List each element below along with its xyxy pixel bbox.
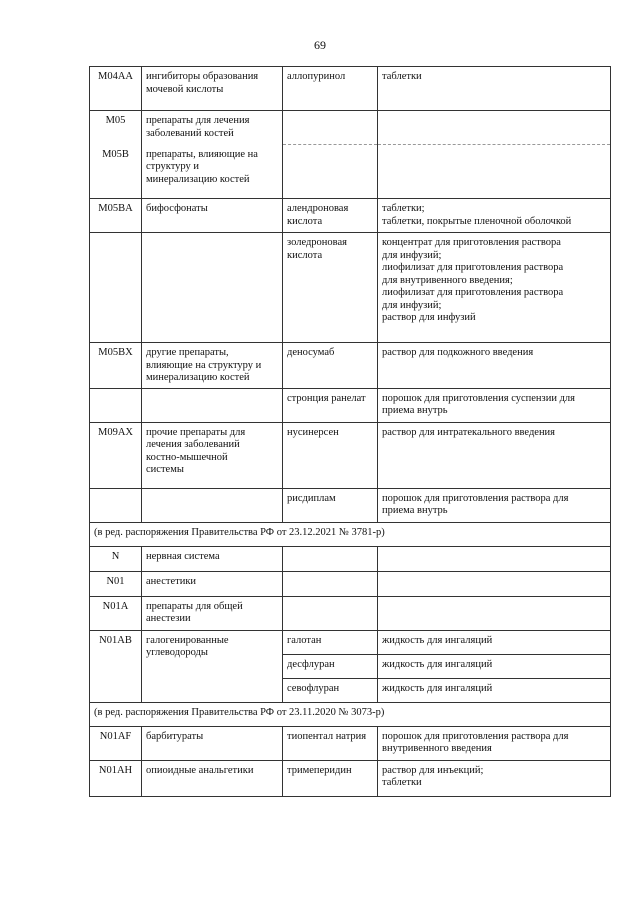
- drug-name-cell: севофлуран: [283, 678, 378, 702]
- dosage-form-cell: жидкость для ингаляций: [378, 630, 611, 654]
- dosage-form-cell-line: раствор для подкожного введения: [382, 347, 534, 358]
- group-name-cell: [142, 388, 283, 422]
- dosage-form-cell: [378, 546, 611, 571]
- group-name-cell-line: системы: [146, 464, 184, 475]
- group-name-cell-line: минерализацию костей: [146, 173, 250, 185]
- dosage-form-cell: [378, 67, 611, 111]
- atc-code-cell: N01AF: [90, 726, 142, 760]
- group-name-cell-line: препараты для общей: [146, 600, 243, 612]
- table-row: [90, 67, 611, 111]
- group-name-cell-line: опиоидные анальгетики: [146, 764, 254, 776]
- dosage-form-cell: [378, 145, 611, 199]
- dosage-form-cell: [378, 760, 611, 796]
- atc-code-cell: M09AX: [90, 422, 142, 488]
- group-name-cell: [142, 233, 283, 343]
- dosage-form-cell: [378, 596, 611, 630]
- table-body: [90, 67, 611, 797]
- drug-name-cell-line: деносумаб: [287, 347, 335, 358]
- dosage-form-cell-line: порошок для приготовления раствора для: [382, 730, 569, 742]
- dosage-form-cell-line: приема внутрь: [382, 405, 448, 416]
- drug-name-cell: [283, 111, 378, 145]
- atc-code-cell: M04AA: [90, 67, 142, 111]
- drug-name-cell-line: стронция ранелат: [287, 392, 366, 404]
- group-name-cell-line: заболеваний костей: [146, 127, 234, 139]
- drug-name-cell: [283, 388, 378, 422]
- table-row: [90, 388, 611, 422]
- atc-code-cell: M05BX: [90, 343, 142, 389]
- amendment-note-row: [90, 702, 611, 726]
- dosage-form-cell: [378, 199, 611, 233]
- group-name-cell-line: препараты для лечения: [146, 115, 250, 126]
- drug-name-cell: [283, 199, 378, 233]
- dosage-form-cell: [378, 388, 611, 422]
- atc-code-cell: [90, 388, 142, 422]
- atc-code-cell: M05BA: [90, 199, 142, 233]
- drug-name-cell-line: алендроновая: [287, 203, 349, 214]
- atc-code-cell: M05: [90, 111, 142, 145]
- table-row: [90, 199, 611, 233]
- group-name-cell-line: костно-мышечной: [146, 451, 228, 463]
- table-row: [90, 422, 611, 488]
- drug-name-cell-line: нусинерсен: [287, 426, 339, 438]
- table-row: [90, 145, 611, 199]
- table-row: [90, 111, 611, 145]
- drug-name-cell: [283, 145, 378, 199]
- dosage-form-cell-line: таблетки: [382, 777, 422, 788]
- group-name-cell: [142, 422, 283, 488]
- table-row: [90, 760, 611, 796]
- group-name-cell-line: препараты, влияющие на: [146, 148, 258, 160]
- group-name-cell: [142, 630, 283, 702]
- drug-table: [89, 66, 611, 797]
- dosage-form-cell-line: порошок для приготовления раствора для: [382, 492, 569, 504]
- group-name-cell: [142, 111, 283, 145]
- group-name-cell: [142, 67, 283, 111]
- dosage-form-cell-line: раствор для инъекций;: [382, 764, 484, 776]
- dosage-form-cell-line: для инфузий;: [382, 249, 442, 261]
- group-name-cell-line: мочевой кислоты: [146, 83, 224, 95]
- dosage-form-cell-line: приема внутрь: [382, 505, 448, 516]
- group-name-cell: [142, 145, 283, 199]
- group-name-cell: [142, 571, 283, 596]
- group-name-cell-line: прочие препараты для: [146, 426, 246, 438]
- drug-name-cell: [283, 488, 378, 522]
- amendment-note: (в ред. распоряжения Правительства РФ от 23.11.2020 № 3073-р): [90, 702, 611, 726]
- drug-name-cell-line: аллопуринол: [287, 71, 346, 82]
- atc-code-cell: N01: [90, 571, 142, 596]
- dosage-form-cell-line: порошок для приготовления суспензии для: [382, 392, 575, 404]
- group-name-cell-line: барбитураты: [146, 730, 204, 742]
- table-row: [90, 571, 611, 596]
- table-row: [90, 630, 611, 654]
- dosage-form-cell-line: внутривенного введения: [382, 743, 492, 754]
- dosage-form-cell-line: лиофилизат для приготовления раствора: [382, 287, 564, 298]
- group-name-cell-line: влияющие на структуру и: [146, 359, 262, 371]
- amendment-note-row: [90, 522, 611, 546]
- group-name-cell-line: минерализацию костей: [146, 372, 250, 383]
- drug-name-cell-line: тиопентал натрия: [287, 730, 367, 742]
- dosage-form-cell-line: для инфузий;: [382, 299, 442, 311]
- dosage-form-cell: [378, 343, 611, 389]
- group-name-cell: [142, 199, 283, 233]
- atc-code-cell: N01AB: [90, 630, 142, 702]
- table-row: [90, 233, 611, 343]
- dosage-form-cell: [378, 726, 611, 760]
- drug-name-cell: [283, 67, 378, 111]
- dosage-form-cell-line: лиофилизат для приготовления раствора: [382, 262, 564, 273]
- group-name-cell-line: нервная система: [146, 550, 220, 562]
- dosage-form-cell: [378, 422, 611, 488]
- drug-name-cell-line: тримеперидин: [287, 764, 352, 776]
- drug-name-cell: галотан: [283, 630, 378, 654]
- group-name-cell-line: ингибиторы образования: [146, 71, 259, 82]
- dosage-form-cell: [378, 488, 611, 522]
- group-name-cell-line: бифосфонаты: [146, 203, 208, 214]
- dosage-form-cell: [378, 571, 611, 596]
- atc-code-cell: M05B: [90, 145, 142, 199]
- table-row: [90, 726, 611, 760]
- group-name-cell: [142, 726, 283, 760]
- amendment-note: (в ред. распоряжения Правительства РФ от 23.12.2021 № 3781-р): [90, 522, 611, 546]
- group-name-cell-line: анестезии: [146, 613, 191, 624]
- drug-name-cell-line: кислота: [287, 215, 323, 227]
- dosage-form-cell: жидкость для ингаляций: [378, 654, 611, 678]
- drug-name-cell: [283, 546, 378, 571]
- group-name-cell-line: галогенированные: [146, 634, 229, 646]
- atc-code-cell: [90, 233, 142, 343]
- drug-name-cell: [283, 726, 378, 760]
- group-name-cell: [142, 343, 283, 389]
- drug-name-cell: [283, 596, 378, 630]
- group-name-cell-line: другие препараты,: [146, 347, 229, 358]
- group-name-cell-line: структуру и: [146, 161, 200, 172]
- drug-name-cell: [283, 422, 378, 488]
- drug-name-cell: [283, 343, 378, 389]
- dosage-form-cell-line: таблетки: [382, 71, 422, 82]
- group-name-cell-line: углеводороды: [146, 647, 208, 658]
- table-row: [90, 596, 611, 630]
- dosage-form-cell-line: таблетки, покрытые пленочной оболочкой: [382, 215, 572, 227]
- group-name-cell: [142, 488, 283, 522]
- group-name-cell: [142, 596, 283, 630]
- group-name-cell: [142, 760, 283, 796]
- drug-name-cell: десфлуран: [283, 654, 378, 678]
- table-row: [90, 546, 611, 571]
- atc-code-cell: [90, 488, 142, 522]
- dosage-form-cell-line: раствор для интратекального введения: [382, 426, 556, 438]
- drug-name-cell: [283, 760, 378, 796]
- drug-name-cell-line: кислота: [287, 249, 323, 261]
- atc-code-cell: N01AH: [90, 760, 142, 796]
- table-row: [90, 488, 611, 522]
- table-row: [90, 343, 611, 389]
- dosage-form-cell-line: для внутривенного введения;: [382, 274, 513, 286]
- dosage-form-cell: [378, 233, 611, 343]
- atc-code-cell: N: [90, 546, 142, 571]
- atc-code-cell: N01A: [90, 596, 142, 630]
- group-name-cell-line: анестетики: [146, 575, 197, 587]
- group-name-cell: [142, 546, 283, 571]
- drug-name-cell-line: рисдиплам: [287, 492, 336, 504]
- dosage-form-cell: жидкость для ингаляций: [378, 678, 611, 702]
- dosage-form-cell: [378, 111, 611, 145]
- drug-name-cell: [283, 233, 378, 343]
- group-name-cell-line: лечения заболеваний: [146, 439, 240, 450]
- dosage-form-cell-line: раствор для инфузий: [382, 312, 476, 323]
- page-number: 69: [314, 38, 326, 52]
- dosage-form-cell-line: концентрат для приготовления раствора: [382, 237, 561, 248]
- dosage-form-cell-line: таблетки;: [382, 203, 425, 214]
- drug-name-cell-line: золедроновая: [287, 237, 347, 248]
- drug-name-cell: [283, 571, 378, 596]
